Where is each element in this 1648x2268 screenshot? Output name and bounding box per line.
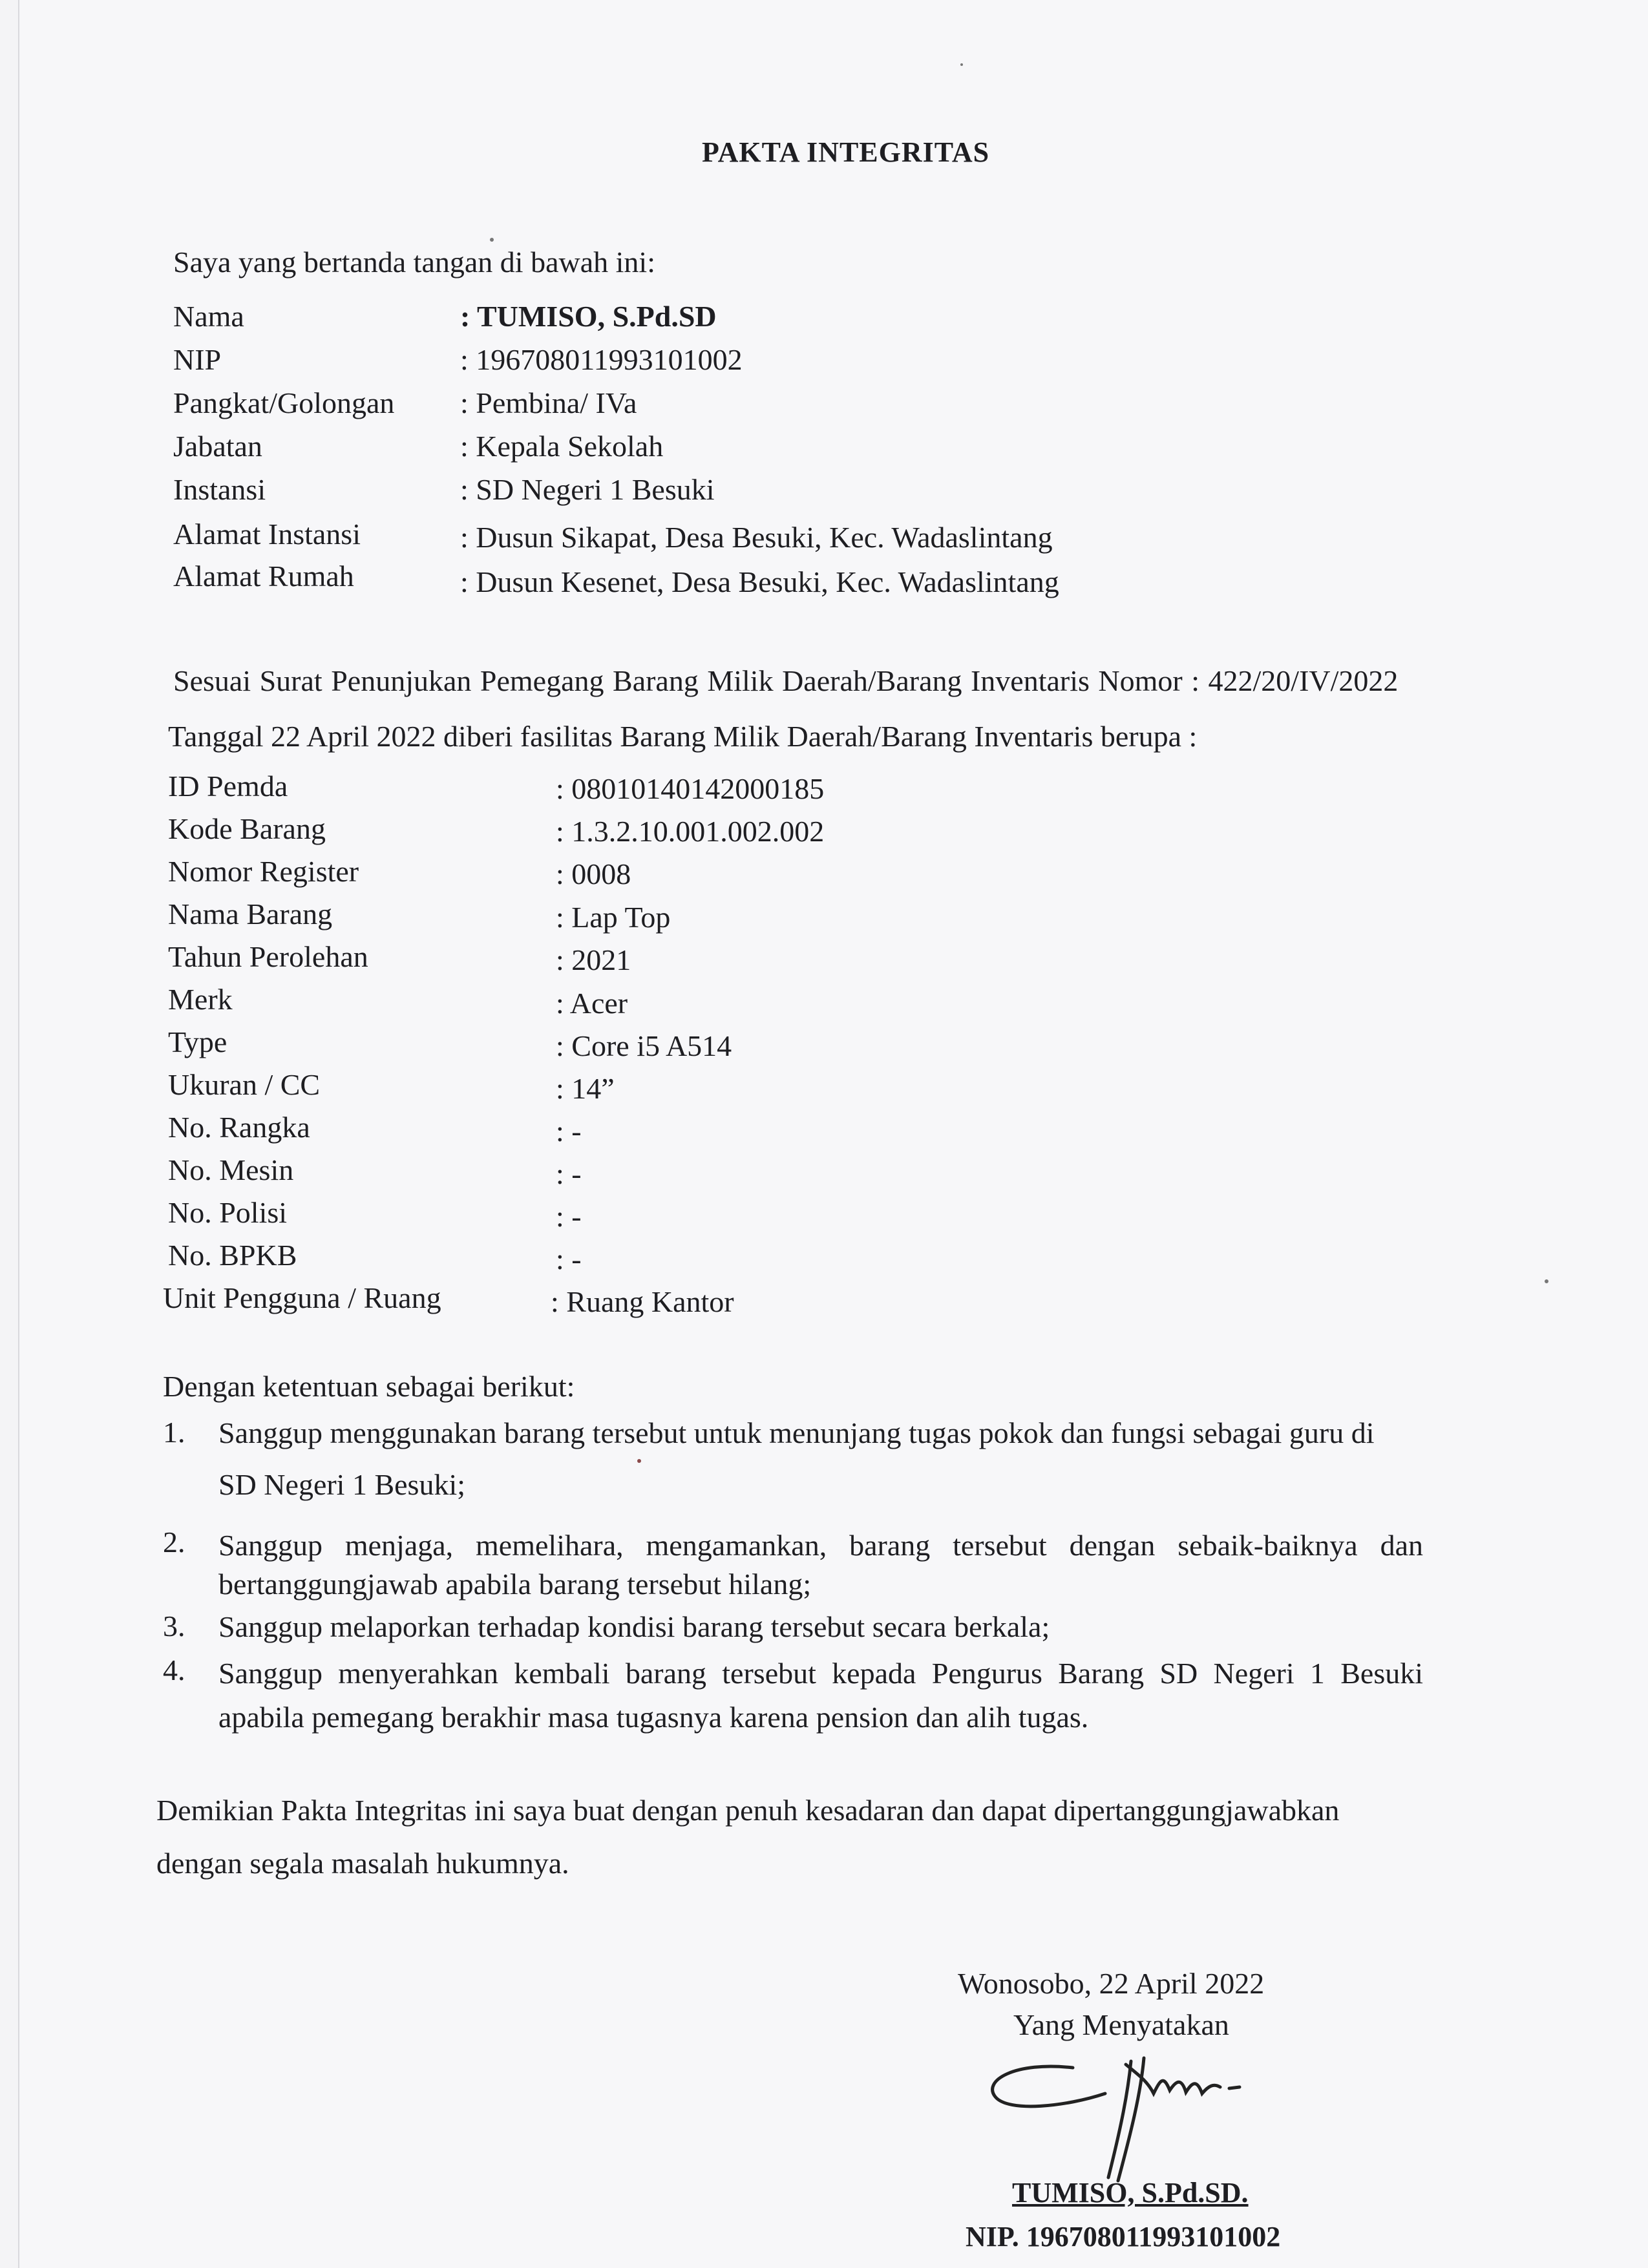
handwritten-signature <box>976 2035 1286 2190</box>
asset-value: : Acer <box>556 987 628 1020</box>
asset-value: : - <box>556 1157 582 1190</box>
asset-value: : - <box>556 1243 582 1276</box>
asset-label: No. Rangka <box>168 1111 310 1144</box>
asset-label: Nama Barang <box>168 898 333 930</box>
asset-value: : 14” <box>556 1072 615 1105</box>
asset-label: Merk <box>168 983 233 1016</box>
identity-value: : Pembina/ IVa <box>460 386 637 419</box>
condition-number: 4. <box>163 1654 185 1686</box>
asset-label: No. BPKB <box>168 1239 297 1272</box>
identity-value: : SD Negeri 1 Besuki <box>460 473 715 506</box>
scan-speck <box>490 238 494 242</box>
scan-speck <box>1545 1279 1548 1283</box>
identity-label: Instansi <box>173 473 266 506</box>
identity-value: : TUMISO, S.Pd.SD <box>460 300 717 333</box>
intro-text: Saya yang bertanda tangan di bawah ini: <box>173 246 655 278</box>
asset-value: : - <box>556 1115 582 1148</box>
condition-text: Sanggup menjaga, memelihara, mengamankan, barang tersebut dengan sebaik-baiknya dan <box>218 1529 1423 1562</box>
asset-value: : 08010140142000185 <box>556 772 825 805</box>
identity-label: Alamat Rumah <box>173 560 354 593</box>
condition-number: 3. <box>163 1610 185 1643</box>
asset-label: Type <box>168 1025 227 1058</box>
asset-value: : 0008 <box>556 857 631 890</box>
identity-value: : Dusun Sikapat, Desa Besuki, Kec. Wadaslintang <box>460 521 1053 554</box>
asset-label: ID Pemda <box>168 770 288 803</box>
identity-label: Pangkat/Golongan <box>173 386 395 419</box>
scan-speck <box>637 1459 641 1463</box>
scan-speck <box>960 63 963 66</box>
identity-label: NIP <box>173 343 222 376</box>
condition-text: Sanggup melaporkan terhadap kondisi barang tersebut secara berkala; <box>218 1610 1050 1643</box>
asset-value: : - <box>556 1200 582 1233</box>
condition-text: SD Negeri 1 Besuki; <box>218 1468 466 1501</box>
asset-value: : 1.3.2.10.001.002.002 <box>556 815 825 848</box>
closing-line-1: Demikian Pakta Integritas ini saya buat dengan penuh kesadaran dan dapat dipertanggungjawabkan <box>156 1794 1340 1827</box>
signatory-nip: NIP. 196708011993101002 <box>966 2221 1281 2252</box>
place-date: Wonosobo, 22 April 2022 <box>958 1967 1265 2000</box>
condition-text: bertanggungjawab apabila barang tersebut hilang; <box>218 1568 812 1601</box>
identity-label: Alamat Instansi <box>173 518 361 551</box>
asset-label: Nomor Register <box>168 855 359 888</box>
appointment-line-1: Sesuai Surat Penunjukan Pemegang Barang Milik Daerah/Barang Inventaris Nomor : 422/20/IV/2022 <box>173 664 1399 697</box>
document-page <box>18 0 1648 2268</box>
asset-label: Tahun Perolehan <box>168 940 368 973</box>
asset-value: : 2021 <box>556 943 631 976</box>
condition-number: 2. <box>163 1526 185 1559</box>
asset-value: : Ruang Kantor <box>551 1285 734 1318</box>
identity-value: : Kepala Sekolah <box>460 430 664 463</box>
appointment-line-2: Tanggal 22 April 2022 diberi fasilitas Barang Milik Daerah/Barang Inventaris berupa : <box>168 720 1198 753</box>
closing-line-2: dengan segala masalah hukumnya. <box>156 1847 569 1880</box>
identity-value: : Dusun Kesenet, Desa Besuki, Kec. Wadaslintang <box>460 565 1059 598</box>
document-title: PAKTA INTEGRITAS <box>702 136 990 168</box>
asset-label: Unit Pengguna / Ruang <box>163 1281 441 1314</box>
signatory-name: TUMISO, S.Pd.SD. <box>1012 2177 1249 2209</box>
condition-number: 1. <box>163 1416 185 1449</box>
condition-text: Sanggup menyerahkan kembali barang tersebut kepada Pengurus Barang SD Negeri 1 Besuki <box>218 1657 1423 1690</box>
condition-text: Sanggup menggunakan barang tersebut untuk menunjang tugas pokok dan fungsi sebagai guru di <box>218 1416 1375 1449</box>
signatory-role: Yang Menyatakan <box>1013 2008 1229 2041</box>
identity-label: Nama <box>173 300 244 333</box>
identity-label: Jabatan <box>173 430 262 463</box>
condition-text: apabila pemegang berakhir masa tugasnya karena pension dan alih tugas. <box>218 1701 1089 1734</box>
conditions-intro: Dengan ketentuan sebagai berikut: <box>163 1370 575 1403</box>
asset-label: No. Polisi <box>168 1196 288 1229</box>
asset-label: No. Mesin <box>168 1153 294 1186</box>
asset-value: : Core i5 A514 <box>556 1029 732 1062</box>
asset-label: Ukuran / CC <box>168 1068 321 1101</box>
asset-value: : Lap Top <box>556 901 671 934</box>
asset-label: Kode Barang <box>168 812 326 845</box>
identity-value: : 196708011993101002 <box>460 343 743 376</box>
